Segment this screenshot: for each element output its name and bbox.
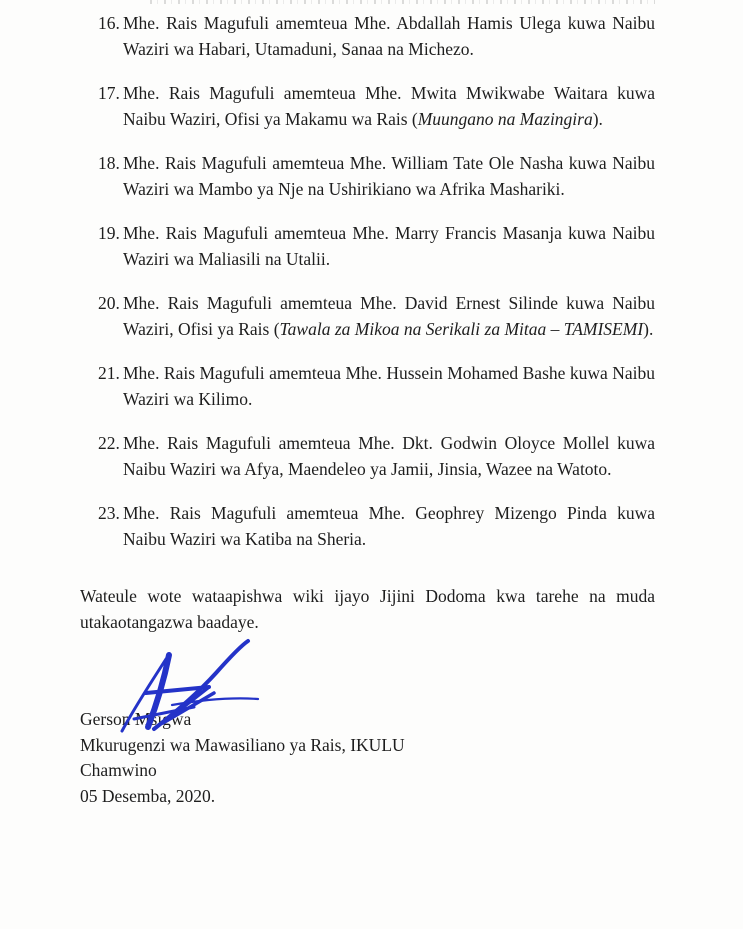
item-text: [123, 360, 655, 412]
signature-block: [80, 641, 655, 809]
item-number: 16.: [98, 13, 120, 33]
item-text-pre: Mhe. Rais Magufuli amemteua Mhe. Dkt. Godwin Oloyce Mollel kuwa Naibu Waziri wa Afya, Maendeleo ya Jamii, Jinsia, Wazee na Watoto.: [123, 433, 655, 479]
item-text-post: ).: [592, 109, 603, 129]
list-item-17: [80, 80, 655, 132]
item-number: 20.: [98, 293, 120, 313]
item-number: 23.: [98, 503, 120, 523]
list-item-23: [80, 500, 655, 552]
item-number: 21.: [98, 363, 120, 383]
signatory-location: Chamwino: [80, 760, 157, 780]
signatory-title: Mkurugenzi wa Mawasiliano ya Rais, IKULU: [80, 734, 405, 755]
item-text-pre: Mhe. Rais Magufuli amemteua Mhe. Mwita Mwikwabe Waitara kuwa Naibu Waziri, Ofisi ya Makamu wa Rais (: [123, 83, 655, 129]
item-text-post: ).: [643, 319, 654, 339]
list-item-18: [80, 150, 655, 202]
item-text-italic: Tawala za Mikoa na Serikali za Mitaa – TAMISEMI: [279, 319, 644, 339]
list-item-16: [80, 10, 655, 62]
item-text: [123, 500, 655, 552]
signature-area: [80, 641, 655, 707]
signatory-date: 05 Desemba, 2020.: [80, 785, 216, 806]
list-item-21: [80, 360, 655, 412]
list-item-19: [80, 220, 655, 272]
list-item-20: [80, 290, 655, 342]
signatory-name: Gerson Msigwa: [80, 709, 192, 729]
item-number: 17.: [98, 83, 120, 103]
appointment-list: [80, 10, 655, 552]
cropped-previous-line-remnant: [150, 0, 655, 4]
item-text-italic: Muungano na Mazingira: [417, 109, 593, 129]
closing-paragraph: Wateule wote wataapishwa wiki ijayo Jijini Dodoma kwa tarehe na muda utakaotangazwa baadaye.: [80, 586, 655, 632]
item-text-pre: Mhe. Rais Magufuli amemteua Mhe. Abdallah Hamis Ulega kuwa Naibu Waziri wa Habari, Utamaduni, Sanaa na Michezo.: [123, 13, 655, 59]
item-number: 18.: [98, 153, 120, 173]
item-text: [123, 290, 655, 342]
item-text-pre: Mhe. Rais Magufuli amemteua Mhe. David Ernest Silinde kuwa Naibu Waziri, Ofisi ya Rais (: [123, 293, 655, 339]
item-number: 22.: [98, 433, 120, 453]
item-text: [123, 150, 655, 202]
item-number: 19.: [98, 223, 120, 243]
signature-ink: [66, 635, 326, 739]
item-text-pre: Mhe. Rais Magufuli amemteua Mhe. William Tate Ole Nasha kuwa Naibu Waziri wa Mambo ya Nje na Ushirikiano wa Afrika Mashariki.: [123, 153, 655, 199]
item-text-pre: Mhe. Rais Magufuli amemteua Mhe. Marry Francis Masanja kuwa Naibu Waziri wa Maliasili na Utalii.: [123, 223, 655, 269]
item-text: [123, 220, 655, 272]
item-text: [123, 430, 655, 482]
item-text-pre: Mhe. Rais Magufuli amemteua Mhe. Hussein Mohamed Bashe kuwa Naibu Waziri wa Kilimo.: [123, 363, 655, 409]
item-text: [123, 80, 655, 132]
list-item-22: [80, 430, 655, 482]
item-text: [123, 10, 655, 62]
item-text-pre: Mhe. Rais Magufuli amemteua Mhe. Geophrey Mizengo Pinda kuwa Naibu Waziri wa Katiba na Sheria.: [123, 503, 655, 549]
